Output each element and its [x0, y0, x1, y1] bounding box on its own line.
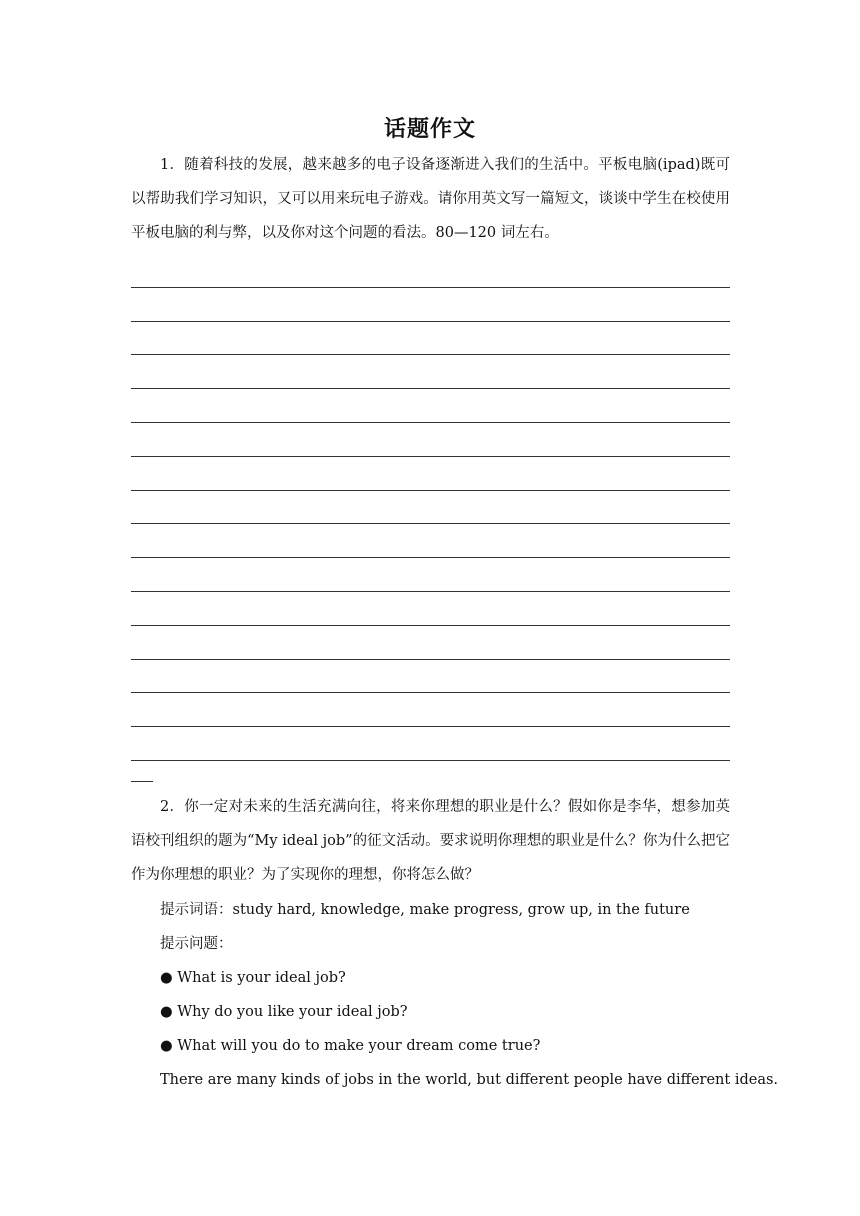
hint-question-item: ● What will you do to make your dream come true? [160, 1038, 541, 1054]
answer-line[interactable] [131, 626, 730, 660]
answer-line[interactable] [131, 693, 730, 727]
answer-line[interactable] [131, 322, 730, 356]
answer-line[interactable] [131, 558, 730, 592]
question-2-text: 2．你一定对未来的生活充满向往，将来你理想的职业是什么？假如你是李华，想参加英语校刊组织的题为“My ideal job”的征文活动。要求说明你理想的职业是什么？你为什么把它作为你理想的职业？为了实现你的理想，你将怎么做？ [131, 799, 730, 883]
answer-line[interactable] [131, 524, 730, 558]
question-1-prompt [131, 148, 730, 250]
answer-line[interactable] [131, 423, 730, 457]
hint-words: 提示词语：study hard, knowledge, make progress, grow up, in the future [160, 902, 690, 918]
answer-lines[interactable] [131, 254, 730, 761]
answer-line[interactable] [131, 288, 730, 322]
answer-line[interactable] [131, 727, 730, 761]
question-2-prompt [131, 790, 730, 892]
answer-line[interactable] [131, 355, 730, 389]
hint-question-item: ● What is your ideal job? [160, 970, 346, 986]
answer-line[interactable] [131, 389, 730, 423]
hint-question-item: ● Why do you like your ideal job? [160, 1004, 408, 1020]
question-1-text: 1．随着科技的发展，越来越多的电子设备逐渐进入我们的生活中。平板电脑(ipad)既可以帮助我们学习知识，又可以用来玩电子游戏。请你用英文写一篇短文，谈谈中学生在校使用平板电脑的利与弊，以及你对这个问题的看法。80—120 词左右。 [131, 157, 730, 241]
answer-line[interactable] [131, 457, 730, 491]
hint-questions-label: 提示问题： [160, 936, 233, 952]
answer-line[interactable] [131, 592, 730, 626]
answer-line[interactable] [131, 254, 730, 288]
essay-opening-sentence: There are many kinds of jobs in the world, but different people have different ideas. [160, 1072, 779, 1088]
answer-line[interactable] [131, 660, 730, 694]
page-title: 话题作文 [383, 116, 476, 142]
answer-line-end[interactable] [131, 763, 153, 782]
answer-line[interactable] [131, 491, 730, 525]
